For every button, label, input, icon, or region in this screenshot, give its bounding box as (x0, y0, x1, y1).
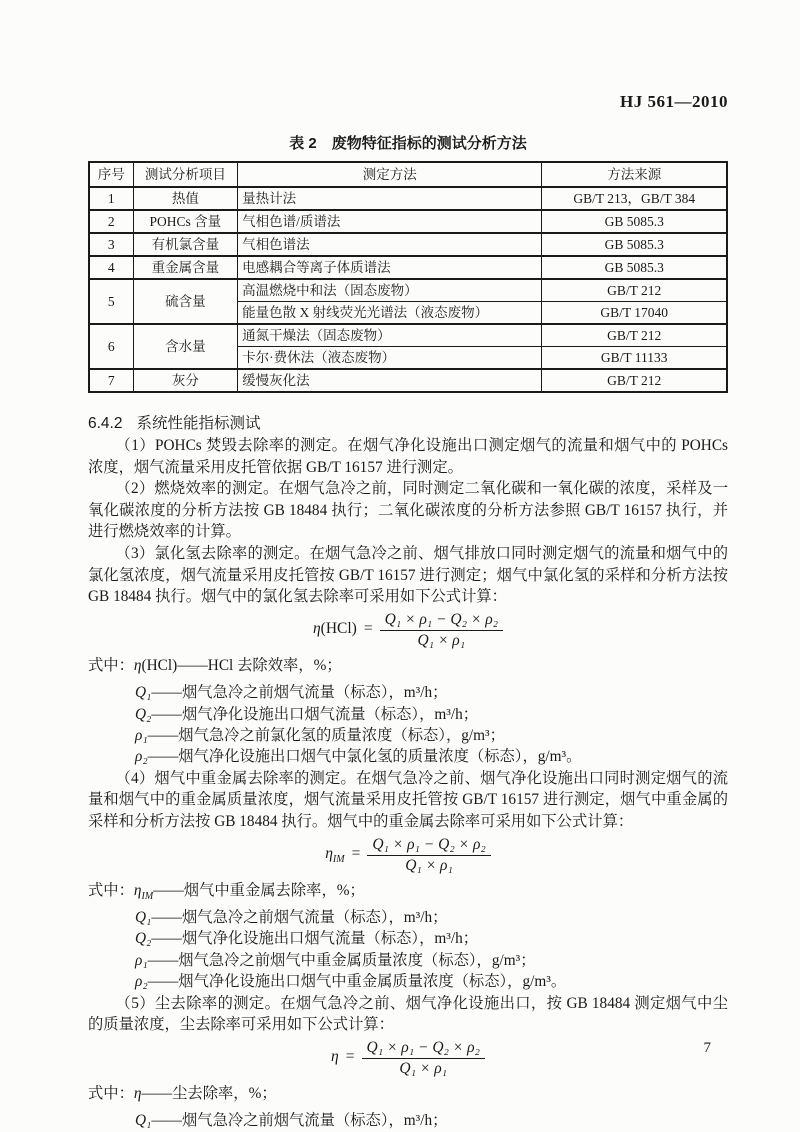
paragraph-hcl-removal: （3）氯化氢去除率的测定。在烟气急冷之前、烟气排放口同时测定烟气的流量和烟气中的氯化氢浓度，烟气流量采用皮托管按 GB/T 16157 进行测定；烟气中氯化氢的采样和分析方法按 GB 18484 执行。烟气中的氯化氢去除率可采用如下公式计算： (88, 544, 728, 606)
table-cell: 4 (89, 256, 133, 279)
formula-fraction: $\frac{\text{Q₁ × ρ₁ − Q₂ × ρ₂}}{\text{Q₁ × ρ₁}}$ (362, 1039, 485, 1078)
table-row (89, 233, 727, 256)
definition-line: Q₂——烟气净化设施出口烟气流量（标态），m³/h； (135, 930, 479, 948)
definition-line: 式中：η(HCl)——HCl 去除效率，%； (88, 656, 342, 674)
table-cell: 7 (89, 369, 133, 392)
paragraph-pohcs: （1）POHCs 焚毁去除率的测定。在烟气净化设施出口测定烟气的流量和烟气中的 POHCs 浓度，烟气流量采用皮托管依据 GB/T 16157 进行测定。 (88, 437, 728, 476)
table-cell: GB/T 212 (542, 279, 727, 302)
definition-line: Q₂——烟气净化设施出口烟气流量（标态），m³/h； (135, 705, 479, 723)
definition-line: ρ₂——烟气净化设施出口烟气中氯化氢的质量浓度（标态），g/m³。 (135, 748, 582, 766)
table-cell: 通氮干燥法（固态废物） (238, 324, 542, 347)
table-cell: GB/T 212 (542, 369, 727, 392)
table-row (89, 279, 727, 302)
formula-fraction: $\frac{\text{Q₁ × ρ₁ − Q₂ × ρ₂}}{\text{Q₁ × ρ₁}}$ (380, 611, 503, 650)
definition-line: 式中：$\eta_{IM}——$烟气中重金属去除率，%； (88, 881, 365, 902)
table-cell: 气相色谱/质谱法 (238, 210, 542, 233)
definition-line: ρ₂——烟气净化设施出口烟气中重金属质量浓度（标态），g/m³。 (135, 973, 567, 991)
table-cell: GB 5085.3 (542, 210, 727, 233)
definition-line: Q₁——烟气急冷之前烟气流量（标态），m³/h； (135, 909, 448, 927)
formula-heavy-metal-removal-rate (88, 836, 728, 875)
paragraph-combustion-efficiency: （2）燃烧效率的测定。在烟气急冷之前，同时测定二氧化碳和一氧化碳的浓度，采样及一氧化碳浓度的分析方法按 GB 18484 执行；二氧化碳浓度的分析方法参照 GB/T 16157 执行，并进行燃烧效率的计算。 (88, 480, 728, 541)
definition-list-heavy-metal (88, 880, 728, 993)
table-cell: 卡尔·费休法（液态废物） (238, 347, 542, 370)
table-row (89, 187, 727, 210)
col-header-method: 测定方法 (238, 162, 542, 187)
table-row (89, 369, 727, 392)
table-cell: 灰分 (133, 369, 238, 392)
formula-fraction: $\frac{\text{Q₁ × ρ₁ − Q₂ × ρ₂}}{\text{Q₁ × ρ₁}}$ (367, 836, 490, 875)
table-cell: 2 (89, 210, 133, 233)
table-cell: 电感耦合等离子体质谱法 (238, 256, 542, 279)
table-cell: 重金属含量 (133, 256, 238, 279)
definition-line: ρ₁——烟气急冷之前烟气中重金属质量浓度（标态），g/m³； (135, 951, 536, 969)
table-cell: POHCs 含量 (133, 210, 238, 233)
table-cell: GB 5085.3 (542, 233, 727, 256)
table-cell: 高温燃烧中和法（固态废物） (238, 279, 542, 302)
section-heading (88, 413, 728, 435)
paragraph-dust-removal: （5）尘去除率的测定。在烟气急冷之前、烟气净化设施出口，按 GB 18484 测定烟气中尘的质量浓度，尘去除率可采用如下公式计算： (88, 994, 728, 1034)
page-number: 7 (703, 1040, 711, 1056)
table-caption: 表 2 废物特征指标的测试分析方法 (289, 135, 527, 152)
formula-lhs: η = (331, 1048, 355, 1066)
table-cell: 热值 (133, 187, 238, 210)
definition-line: ρ₁——烟气急冷之前氯化氢的质量浓度（标态），g/m³； (135, 727, 505, 745)
definition-line: Q₁——烟气急冷之前烟气流量（标态），m³/h； (135, 684, 448, 702)
definition-list-dust (88, 1083, 728, 1132)
table-row (89, 324, 727, 347)
table-cell: 硫含量 (133, 279, 238, 324)
table-cell: GB/T 213，GB/T 384 (542, 187, 727, 210)
doc-code-header: HJ 561—2010 (620, 92, 728, 111)
section-title: 系统性能指标测试 (136, 415, 261, 432)
table-row (89, 210, 727, 233)
col-header-index: 序号 (89, 162, 133, 187)
table-cell: 有机氯含量 (133, 233, 238, 256)
table-cell: 量热计法 (238, 187, 542, 210)
table-cell: 3 (89, 233, 133, 256)
table-cell: 5 (89, 279, 133, 324)
table-cell: 含水量 (133, 324, 238, 369)
definition-line: Q₁——烟气急冷之前烟气流量（标态），m³/h； (135, 1112, 448, 1130)
formula-dust-removal-rate (88, 1039, 728, 1078)
formula-hcl-removal-rate (88, 611, 728, 650)
table-cell: GB/T 11133 (542, 347, 727, 370)
table-cell: 缓慢灰化法 (238, 369, 542, 392)
test-methods-table (88, 161, 728, 393)
table-header-row (89, 162, 727, 187)
col-header-source: 方法来源 (542, 162, 727, 187)
definition-line: 式中：η——尘去除率，%； (88, 1084, 277, 1102)
paragraph-heavy-metal-removal: （4）烟气中重金属去除率的测定。在烟气急冷之前、烟气净化设施出口同时测定烟气的流量和烟气中的重金属质量浓度，烟气流量采用皮托管按 GB/T 16157 进行测定，烟气中重金属的采样和分析方法按 GB 18484 执行。烟气中的重金属去除率可采用如下公式计算： (88, 769, 728, 831)
table-cell: 能量色散 X 射线荧光光谱法（液态废物） (238, 302, 542, 325)
definition-list-hcl (88, 655, 728, 768)
table-cell: 气相色谱法 (238, 233, 542, 256)
table-cell: GB 5085.3 (542, 256, 727, 279)
table-row (89, 256, 727, 279)
table-cell: 1 (89, 187, 133, 210)
formula-lhs: η(HCl) = (312, 620, 373, 638)
table-cell: GB/T 17040 (542, 302, 727, 325)
table-cell: GB/T 212 (542, 324, 727, 347)
table-cell: 6 (89, 324, 133, 369)
formula-lhs: $\eta_{IM}$ = (325, 845, 361, 866)
col-header-item: 测试分析项目 (133, 162, 238, 187)
section-number: 6.4.2 (88, 415, 123, 432)
